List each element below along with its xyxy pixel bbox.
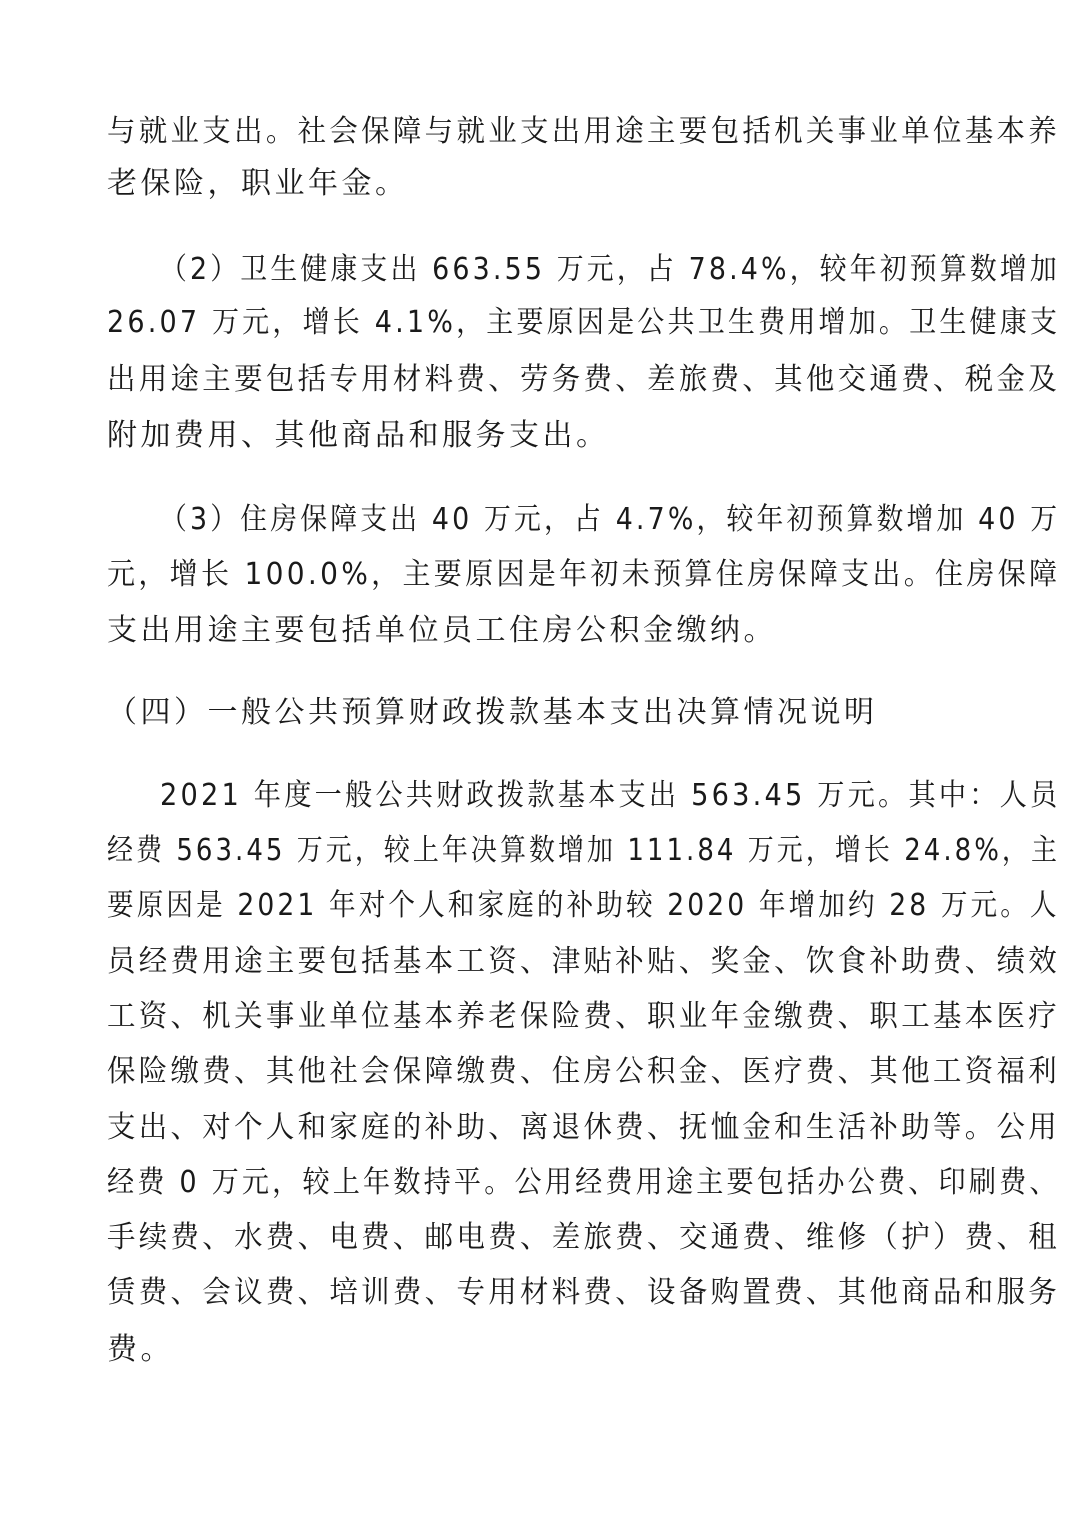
text-line: 支出用途主要包括单位员工住房公积金缴纳。 [107, 613, 777, 648]
text-line: 经费 563.45 万元，较上年决算数增加 111.84 万元，增长 24.8%，主 [107, 833, 1060, 868]
text-line: （2）卫生健康支出 663.55 万元，占 78.4%，较年初预算数增加 [160, 252, 1060, 287]
text-line: 保险缴费、其他社会保障缴费、住房公积金、医疗费、其他工资福利 [107, 1054, 1061, 1089]
text-line: 老保险，职业年金。 [107, 166, 409, 201]
text-line: 经费 0 万元，较上年数持平。公用经费用途主要包括办公费、印刷费、 [107, 1165, 1060, 1200]
text-line: 26.07 万元，增长 4.1%，主要原因是公共卫生费用增加。卫生健康支 [107, 305, 1061, 340]
text-line: （3）住房保障支出 40 万元，占 4.7%，较年初预算数增加 40 万 [160, 502, 1061, 537]
text-line: 支出、对个人和家庭的补助、离退休费、抚恤金和生活补助等。公用 [107, 1110, 1061, 1145]
text-line: 出用途主要包括专用材料费、劳务费、差旅费、其他交通费、税金及 [107, 362, 1061, 397]
text-line: 员经费用途主要包括基本工资、津贴补贴、奖金、饮食补助费、绩效 [107, 944, 1061, 979]
text-line: 附加费用、其他商品和服务支出。 [107, 418, 610, 453]
text-line: 2021 年度一般公共财政拨款基本支出 563.45 万元。其中：人员 [160, 778, 1061, 813]
section-heading: （四）一般公共预算财政拨款基本支出决算情况说明 [107, 695, 878, 730]
text-line: 费。 [107, 1332, 174, 1367]
text-line: 赁费、会议费、培训费、专用材料费、设备购置费、其他商品和服务 [107, 1275, 1061, 1310]
text-line: 与就业支出。社会保障与就业支出用途主要包括机关事业单位基本养 [107, 114, 1061, 149]
text-line: 工资、机关事业单位基本养老保险费、职业年金缴费、职工基本医疗 [107, 999, 1061, 1034]
text-line: 要原因是 2021 年对个人和家庭的补助较 2020 年增加约 28 万元。人 [107, 888, 1060, 923]
text-line: 元，增长 100.0%，主要原因是年初未预算住房保障支出。住房保障 [107, 557, 1061, 592]
text-line: 手续费、水费、电费、邮电费、差旅费、交通费、维修（护）费、租 [107, 1220, 1061, 1255]
